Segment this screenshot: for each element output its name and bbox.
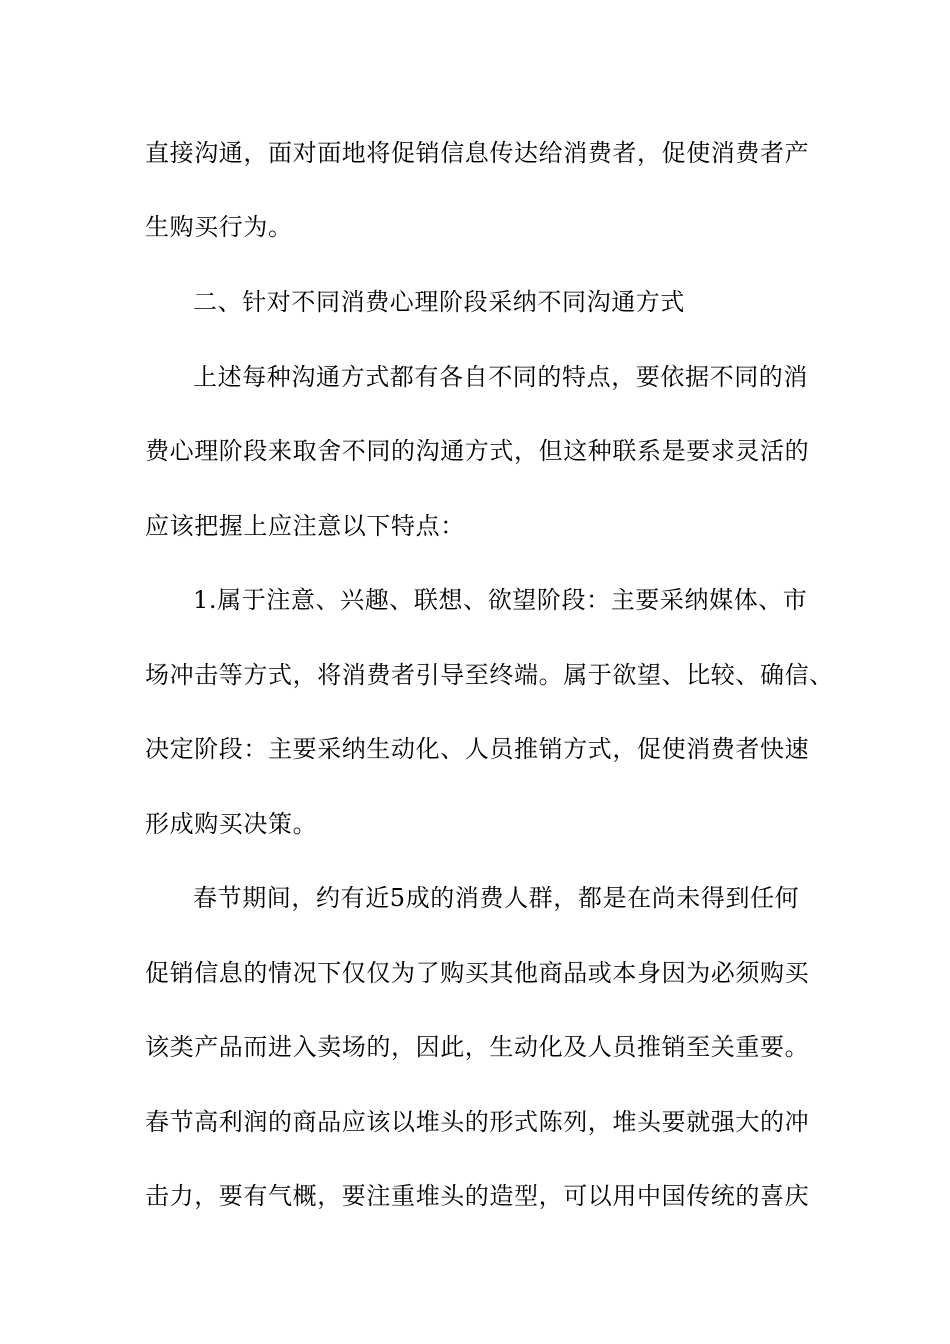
text-line: 春节高利润的商品应该以堆头的形式陈列，堆头要就强大的冲	[145, 1108, 810, 1136]
text-line: 应该把握上应注意以下特点：	[145, 512, 465, 540]
list-item: 1.属于注意、兴趣、联想、欲望阶段：主要采纳媒体、市	[193, 586, 808, 614]
text-line: 上述每种沟通方式都有各自不同的特点，要依据不同的消	[193, 363, 808, 391]
section-heading: 二、针对不同消费心理阶段采纳不同沟通方式	[193, 288, 685, 316]
text-line: 场冲击等方式，将消费者引导至终端。属于欲望、比较、确信、	[145, 661, 834, 689]
text-line: 击力，要有气概，要注重堆头的造型，可以用中国传统的喜庆	[145, 1182, 810, 1210]
text-line: 促销信息的情况下仅仅为了购买其他商品或本身因为必须购买	[145, 959, 810, 987]
text-line: 该类产品而进入卖场的，因此，生动化及人员推销至关重要。	[145, 1033, 810, 1061]
text-line: 形成购买决策。	[145, 810, 318, 838]
text-line: 春节期间，约有近5成的消费人群，都是在尚未得到任何	[193, 884, 800, 912]
text-line: 生购买行为。	[145, 213, 293, 241]
text-line: 直接沟通，面对面地将促销信息传达给消费者，促使消费者产	[145, 139, 810, 167]
text-line: 费心理阶段来取舍不同的沟通方式，但这种联系是要求灵活的	[145, 437, 810, 465]
text-line: 决定阶段：主要采纳生动化、人员推销方式，促使消费者快速	[145, 735, 810, 763]
